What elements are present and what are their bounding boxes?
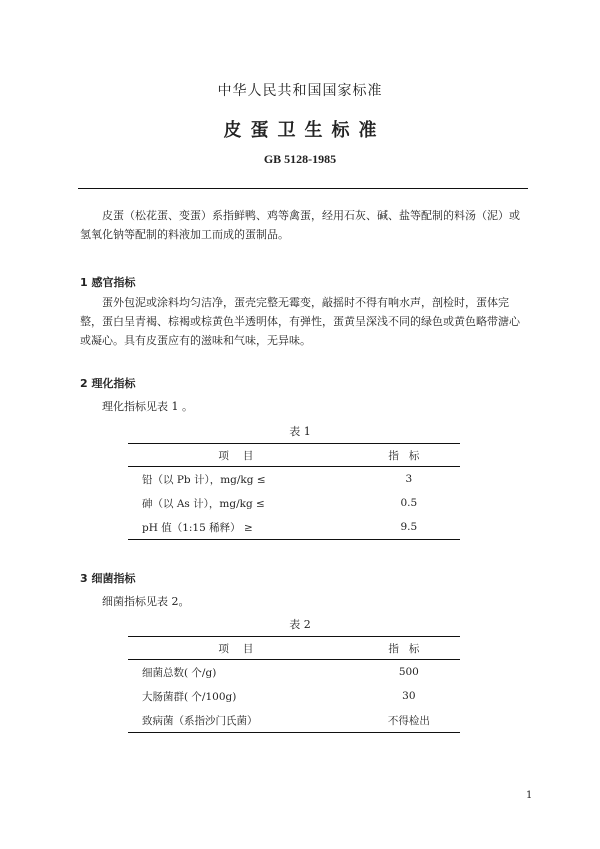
table-header-value: 指标 <box>358 637 460 660</box>
table-header-value: 指标 <box>358 444 460 467</box>
table-cell-item: 细菌总数( 个/g) <box>142 666 217 679</box>
section-1-body: 蛋外包泥或涂料均匀洁净，蛋壳完整无霉变，敲摇时不得有响水声，剖检时，蛋体完整，蛋白呈青褐、棕褐或棕黄色半透明体，有弹性，蛋黄呈深浅不同的绿色或黄色略带溏心或凝心。具有皮蛋应有的滋味和气味，无异味。 <box>80 296 520 347</box>
table-cell-value: 不得检出 <box>358 708 460 733</box>
section-2-heading: 2 理化指标 <box>80 377 136 390</box>
table-row <box>128 467 460 492</box>
section-3-heading: 3 细菌指标 <box>80 572 136 585</box>
table-cell-value: 30 <box>402 690 416 702</box>
table-2-caption: 表 2 <box>289 618 311 631</box>
intro-paragraph: 皮蛋（松花蛋、变蛋）系指鲜鸭、鸡等禽蛋，经用石灰、碱、盐等配制的料汤（泥）或氢氧化钠等配制的料液加工而成的蛋制品。 <box>80 209 520 241</box>
table-cell-item: pH 值（1:15 稀释） ≥ <box>128 515 358 540</box>
table-cell-value: 9.5 <box>358 515 460 540</box>
table-cell-item: 大肠菌群( 个/100g) <box>142 690 237 703</box>
table-cell-item: 砷（以 As 计），mg/kg ≤ <box>142 497 265 510</box>
table-row <box>128 708 460 733</box>
page-number: 1 <box>526 790 533 801</box>
table-header-row <box>128 637 460 660</box>
document-supertitle: 中华人民共和国国家标准 <box>217 83 383 99</box>
table-1-caption: 表 1 <box>289 425 311 438</box>
table-row <box>128 660 460 685</box>
section-2-body: 理化指标见表 1 。 <box>102 400 193 413</box>
table-row <box>128 684 460 708</box>
table-2 <box>128 636 460 733</box>
table-cell-value: 0.5 <box>400 497 418 509</box>
table-cell-value: 3 <box>405 473 413 485</box>
table-cell-value: 500 <box>398 666 419 678</box>
table-header-row <box>128 444 460 467</box>
document-title: 皮蛋卫生标准 <box>223 120 386 141</box>
title-divider <box>78 188 528 189</box>
section-1-heading: 1 感官指标 <box>80 276 136 289</box>
table-header-item: 项目 <box>128 444 358 467</box>
section-3-body: 细菌指标见表 2。 <box>102 595 190 608</box>
table-cell-item: 铅（以 Pb 计），mg/kg ≤ <box>142 473 266 486</box>
standard-code: GB 5128-1985 <box>263 152 337 166</box>
table-row <box>128 515 460 540</box>
table-row <box>128 491 460 515</box>
table-1 <box>128 443 460 540</box>
table-header-item: 项目 <box>128 637 358 660</box>
table-cell-item: 致病菌（系指沙门氏菌） <box>128 708 358 733</box>
